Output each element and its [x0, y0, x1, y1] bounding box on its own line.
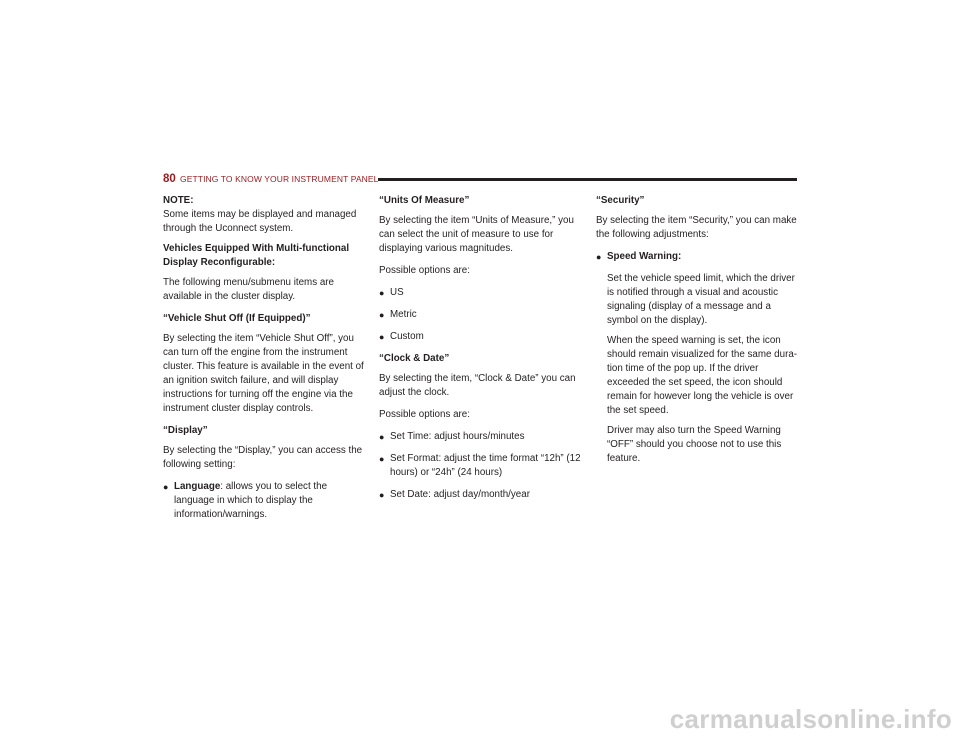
page-header: [163, 172, 797, 186]
list-item: [379, 286, 583, 300]
bullet-icon: ●: [379, 332, 385, 342]
list-item-language: [163, 480, 367, 522]
list-item: [379, 488, 583, 502]
para-menu-items: The following menu/submenu items are available in the cluster display.: [163, 277, 334, 302]
bullet-icon: ●: [163, 482, 169, 492]
heading-security: “Security”: [596, 195, 645, 206]
para-vehicle-shut-off: By selecting the item “Vehicle Shut Off”, you can turn off the engine from the instrument cluster. This feature is available in the event of an ignition switch failure, and will display instructions for turning off the engine via the instrument cluster display controls.: [163, 333, 364, 414]
para-clock-date: By selecting the item, “Clock & Date” you can adjust the clock.: [379, 373, 576, 398]
display-options-list: [163, 480, 367, 522]
bullet-icon: ●: [379, 310, 385, 320]
heading-vehicle-shut-off: “Vehicle Shut Off (If Equipped)”: [163, 313, 311, 324]
heading-units-of-measure: “Units Of Measure”: [379, 195, 470, 206]
bullet-icon: ●: [379, 432, 385, 442]
list-item: [379, 308, 583, 322]
speed-warning-details: [596, 272, 800, 466]
list-item: [379, 430, 583, 444]
units-option-metric: Metric: [390, 309, 417, 320]
list-item: [379, 330, 583, 344]
heading-display: “Display”: [163, 425, 208, 436]
speed-warning-label: Speed Warning:: [607, 251, 682, 262]
bullet-icon: ●: [596, 252, 602, 262]
possible-options-clock: Possible options are:: [379, 409, 470, 420]
clock-option-set-time: Set Time: adjust hours/minutes: [390, 431, 525, 442]
units-option-us: US: [390, 287, 404, 298]
column-middle: [379, 194, 583, 510]
possible-options-units: Possible options are:: [379, 265, 470, 276]
header-rule: [378, 178, 797, 181]
bullet-icon: ●: [379, 454, 385, 464]
clock-options-list: [379, 430, 583, 502]
para-display: By selecting the “Display,” you can access the following setting:: [163, 445, 363, 470]
section-title: GETTING TO KNOW YOUR INSTRUMENT PANEL: [180, 174, 379, 184]
page-number: 80: [163, 173, 176, 185]
watermark: carmanualsonline.info: [669, 704, 952, 734]
list-item: [379, 452, 583, 480]
security-options-list: [596, 250, 800, 264]
units-options-list: [379, 286, 583, 344]
note-text: Some items may be displayed and managed through the Uconnect system.: [163, 209, 357, 234]
speed-warning-para-1: Set the vehicle speed limit, which the driver is notified through a visual and acoustic signaling (display of a message and a symbol on the display).: [607, 273, 795, 326]
para-security: By selecting the item “Security,” you can make the following adjustments:: [596, 215, 797, 240]
language-text: : allows you to select the language in which to display the information/warnings.: [174, 481, 328, 520]
para-units-of-measure: By selecting the item “Units of Measure,” you can select the unit of measure to use for displaying various magnitudes.: [379, 215, 574, 254]
language-label: Language: [174, 481, 221, 492]
speed-warning-para-3: Driver may also turn the Speed Warning “OFF” should you choose not to use this feature.: [607, 425, 782, 464]
units-option-custom: Custom: [390, 331, 424, 342]
bullet-icon: ●: [379, 490, 385, 500]
speed-warning-para-2: When the speed warning is set, the icon should remain visualized for the same dura-tion time of the pop up. If the driver exceeded the set speed, the icon should remain for however long the vehicle is over the set speed.: [607, 335, 798, 416]
heading-clock-date: “Clock & Date”: [379, 353, 450, 364]
column-right: [596, 194, 800, 472]
note-block: [163, 194, 367, 236]
bullet-icon: ●: [379, 288, 385, 298]
list-item-speed-warning: [596, 250, 800, 264]
note-label: NOTE:: [163, 195, 194, 206]
heading-reconfigurable: Vehicles Equipped With Multi-functional Display Reconfigurable:: [163, 243, 350, 268]
clock-option-set-format: Set Format: adjust the time format “12h” (12 hours) or “24h” (24 hours): [390, 453, 581, 478]
clock-option-set-date: Set Date: adjust day/month/year: [390, 489, 530, 500]
column-left: [163, 194, 367, 530]
